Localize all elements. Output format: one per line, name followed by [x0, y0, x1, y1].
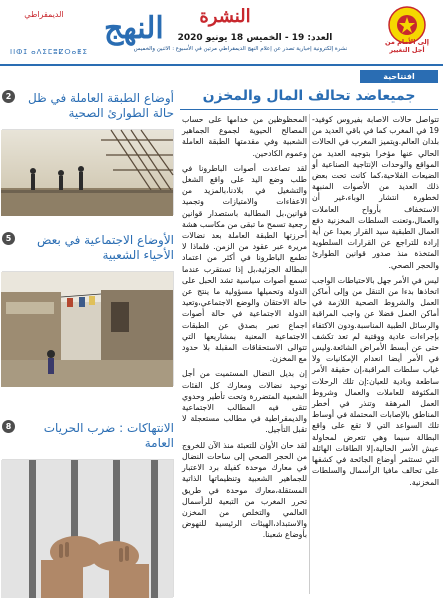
- teaser-image-workers[interactable]: [2, 129, 174, 215]
- editorial-paragraph: إن بديل النضال المستميت من أجل توحيد نضالات ومعارك كل الفئات الشعبية المتضررة وتحت تأطير وحدوي تتقى فيه المطالب الاجتماعية والديمقراطية في مطالب مستعجلة لا تقبل التأجيل.: [182, 369, 307, 435]
- teaser-story[interactable]: [2, 416, 174, 597]
- emblem-logo: [377, 3, 437, 63]
- logo-text: النهج: [104, 11, 164, 46]
- logo-small-text: الديمقراطي: [24, 10, 64, 19]
- teaser-title[interactable]: الأوضاع الاجتماعية في بعض الأحياء الشعبية: [36, 233, 174, 262]
- construction-photo: [1, 130, 173, 216]
- editorial-paragraph: لقد حان الأوان للتعبئة منذ الآن للخروج من الحجر الصحي إلى ساحات النضال في معارك موحدة كفيلة برد الاعتبار للجماهير الشعبية وتنظيماتها الذاتية المستقلة،معارك موحدة في طريق تحرر المغرب من التبعية للرأسمال العالمي والتخلص من المخزن والاستبداد،الهيئات الرئيسية للنهوض بأوضاع شعبنا.: [182, 440, 307, 540]
- publication-logo[interactable]: [4, 6, 164, 46]
- editorial-column-middle: [182, 114, 307, 600]
- logo-latin-text: ⵏⵏⵀⵊ ⴰⴷⵉⵎⵓⵇⵔⴰⵟⵉ: [10, 48, 88, 56]
- editorial-paragraph: لقد تصاعدت أصوات الباطرونا في طلب وضع اليد على واقع الشغل والتشغيل في بلادنا،بالمزيد من الاعفاءات والامتيازات وتجميد قوانين،بل المطالبة باستصدار قوانين رجعية تسمح ما تبقى من مكاسب هشة أحرزتها الطبقة العاملة بعد نضالات مريرة عبر عقود من الزمن. فلماذا لا تطمع الباطرونا في أكثر من اعتماد البطالة الجزئية،بل إذا تستقرب عندما تسمع أصوات سياسية تشد الحبل على الدولة وتحميلها مسؤولية ما ينتج عن حالة الاحتقان والوضع الاجتماعي،وتعيد الدولة الاجتماعية في حالة أصوات اجماع تعبر بصدق عن الطبقات الاجتماعية المعنية بمشاريعها التي تتوالى الاستحقاقات المقبلة بلا حدود مع المخزن.: [182, 163, 307, 364]
- teaser-header: [2, 416, 174, 456]
- section-kicker: افتتاحية: [360, 70, 438, 83]
- teaser-title[interactable]: الانتهاكات : ضرب الحريات العامة: [43, 421, 174, 450]
- emblem-icon: [377, 3, 437, 63]
- teaser-story[interactable]: [2, 228, 174, 386]
- editorial-column-right: [312, 114, 439, 600]
- teaser-image-neighborhood[interactable]: [2, 271, 174, 386]
- teaser-header: [2, 86, 174, 126]
- issue-number-date: العدد: 19 - الخميس 18 يونيو 2020: [177, 33, 333, 43]
- editorial-paragraph: المحظوظين من خدامها على حساب المصالح الحيوية لجموع الجماهير الشعبية وفي مقدمتها الطبقة العاملة وعموم الكادحين.: [182, 115, 307, 158]
- masthead: [0, 0, 443, 66]
- teaser-story[interactable]: [2, 86, 174, 215]
- page-number-badge: 8: [2, 420, 15, 433]
- teaser-header: [2, 228, 174, 268]
- teaser-image-prison[interactable]: [2, 459, 174, 597]
- title-divider: [180, 109, 438, 110]
- editorial-title[interactable]: جميعاضد تحالف المال والمخزن: [202, 88, 416, 104]
- teaser-column: [0, 68, 176, 600]
- page-number-badge: 2: [2, 90, 15, 103]
- emblem-slogan: إلى الأمام من أجل التغيير: [385, 38, 429, 54]
- teaser-title[interactable]: أوضاع الطبقة العاملة في ظل حالة الطوارئ الصحية: [28, 91, 174, 120]
- page-number-badge: 5: [2, 232, 15, 245]
- issue-title: النشرة: [199, 6, 251, 27]
- neighborhood-photo: [1, 272, 173, 387]
- column-divider: [309, 114, 310, 594]
- logo-mark: [4, 6, 164, 46]
- editorial-paragraph: ليس في الأمر جهل بالاحتياطات الواجب اتخاذها بدءا من التنقل من وإلى أماكن العمل والشروط الصحية اللازمة في أماكن العمل فضلا عن واجب المراقبة والرسائل الطبية المناسبة.ودون الاكتفاء بإجراءات عادية ووقتية لم تعد تكشف حتى عن أبسط الأمراض الشائعة.وليس في الأمر أيضا انعدام الإمكانيات ولا غياب سلطات المراقبة،إن حقيقة الأمر ساطعة وبادية للعيان:إن تلك الرحلات المكثوفة للعاملات والعمال وشروط العمل المرهقة وتنذر في أخطر المناطق بالإصابات المحتملة في أوساط تلك السواعد التي لا تقع على واقع البطالة سيما وهي تتعرض لمحاولة عيش الأسر الحالية،إلا الطاقات الهائلة التي تستثمر أوضاع الجائحة في كشفها على تحالف مافيا الرأسمال والسلطات المخزنية.: [312, 275, 439, 487]
- editorial-paragraph: تتواصل حالات الاصابة بفيروس كوفيد- 19 في المغرب كما في باقي العديد من بلدان العالم.ويتميز المغرب في الحالات الحالي عنها مؤخرا بتوجيه العديد من المواقع والوحدات الإنتاجية الصناعية أو الضيعات الفلاحية،كما كانت تحت بعض ذلك العديد من الأصوات المنبهة لخطورة انتشار الوباء،غير أن الاستخفاف بأرواح العاملات والعمال،وتعنت السلطات المخزنية دفع العمال الطبقية سيد القرار بعيدا عن أية إرادة للتراجع عن القرارات السلطوية المتخذة منذ صدور قوانين الطوارئ والحجر الصحي.: [312, 115, 439, 270]
- prison-bars-photo: [1, 460, 173, 598]
- issue-description: نشرة إلكترونية إخبارية تصدر عن إعلام النهج الديمقراطي مرتين في الأسبوع : الاثنين والخميس: [133, 46, 348, 52]
